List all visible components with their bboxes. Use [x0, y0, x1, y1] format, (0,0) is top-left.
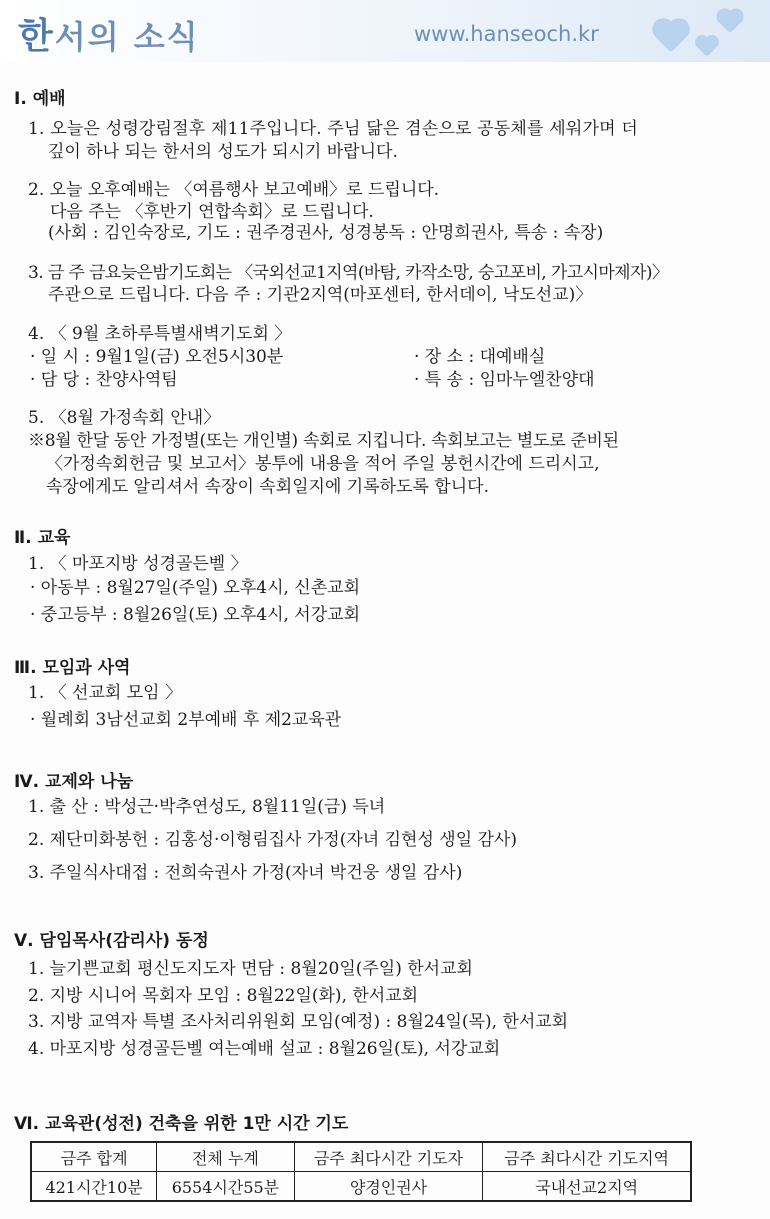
worship-item-3-line-1: 3. 금 주 금요늦은밤기도회는 〈국외선교1지역(바탐, 카작소망, 숭고포비, 가고시마제자)〉	[28, 263, 669, 283]
header-cumulative-total: 전체 누계	[157, 1142, 295, 1172]
worship-item-3-line-2: 주관으로 드립니다. 다음 주 : 기관2지역(마포센터, 한서데이, 낙도선교)〉	[48, 285, 593, 305]
value-cumulative-total: 6554시간55분	[157, 1172, 295, 1202]
dawn-prayer-leader: · 담 당 : 찬양사역팀	[30, 370, 178, 390]
dawn-prayer-date: · 일 시 : 9월1일(금) 오전5시30분	[30, 347, 284, 367]
title-rest: 서의 소식	[54, 18, 200, 56]
section-prayer-title: Ⅵ. 교육관(성전) 건축을 위한 1만 시간 기도	[14, 1114, 349, 1134]
education-kids: · 아동부 : 8월27일(주일) 오후4시, 신촌교회	[30, 578, 360, 598]
table-row	[31, 1172, 691, 1202]
worship-item-1-line-2: 깊이 하나 되는 한서의 성도가 되시기 바랍니다.	[48, 142, 398, 162]
prayer-hours-table	[30, 1141, 692, 1202]
section-worship-title: Ⅰ. 예배	[14, 89, 66, 109]
worship-item-2-line-3: (사회 : 김인숙장로, 기도 : 권주경권사, 성경봉독 : 안명희권사, 특송 : 속장)	[48, 223, 604, 243]
section-meetings-title: Ⅲ. 모임과 사역	[14, 658, 131, 678]
dawn-prayer-song: · 특 송 : 임마누엘찬양대	[414, 370, 595, 390]
education-youth: · 중고등부 : 8월26일(토) 오후4시, 서강교회	[30, 605, 360, 625]
newsletter-title	[18, 8, 200, 59]
value-week-total: 421시간10분	[31, 1172, 157, 1202]
worship-item-5-line-3: 〈가정속회헌금 및 보고서〉봉투에 내용을 적어 주일 봉헌시간에 드리시고,	[46, 454, 600, 474]
pastor-item-4: 4. 마포지방 성경골든벨 여는예배 설교 : 8월26일(토), 서강교회	[28, 1039, 501, 1059]
worship-item-2-line-1: 2. 오늘 오후예배는 〈여름행사 보고예배〉로 드립니다.	[28, 180, 440, 200]
website-url[interactable]: www.hanseoch.kr	[414, 22, 599, 46]
worship-item-2-line-2: 다음 주는 〈후반기 연합속회〉로 드립니다.	[50, 202, 374, 222]
worship-item-5-line-2: ※8월 한달 동안 가정별(또는 개인별) 속회로 지킵니다. 속회보고는 별도로 준비된	[28, 431, 619, 451]
fellowship-item-2: 2. 제단미화봉헌 : 김홍성·이형림집사 가정(자녀 김현성 생일 감사)	[28, 830, 517, 850]
pastor-item-3: 3. 지방 교역자 특별 조사처리위원회 모임(예정) : 8월24일(목), 한서교회	[28, 1012, 569, 1032]
section-education-title: Ⅱ. 교육	[14, 528, 71, 548]
heart-icon	[719, 11, 742, 34]
header-week-total: 금주 합계	[31, 1142, 157, 1172]
table-header-row	[31, 1142, 691, 1172]
dawn-prayer-place: · 장 소 : 대예배실	[414, 347, 546, 367]
worship-item-4-title: 4. 〈 9월 초하루특별새벽기도회 〉	[28, 324, 292, 344]
fellowship-item-1: 1. 출 산 : 박성근·박추연성도, 8월11일(금) 득녀	[28, 797, 386, 817]
value-top-prayer: 양경인권사	[294, 1172, 483, 1202]
pastor-item-1: 1. 늘기쁜교회 평신도지도자 면담 : 8월20일(주일) 한서교회	[28, 959, 473, 979]
newsletter-header	[0, 0, 770, 62]
heart-icon	[697, 37, 717, 57]
section-pastor-title: Ⅴ. 담임목사(감리사) 동정	[14, 931, 209, 951]
value-top-region: 국내선교2지역	[483, 1172, 691, 1202]
heart-icon	[655, 21, 686, 52]
section-fellowship-title: Ⅳ. 교제와 나눔	[14, 772, 134, 792]
meetings-item-1-title: 1. 〈 선교회 모임 〉	[28, 683, 182, 703]
worship-item-1-line-1: 1. 오늘은 성령강림절후 제11주입니다. 주님 닮은 겸손으로 공동체를 세워가며 더	[28, 119, 638, 139]
header-top-region: 금주 최다시간 기도지역	[483, 1142, 691, 1172]
pastor-item-2: 2. 지방 시니어 목회자 모임 : 8월22일(화), 한서교회	[28, 986, 419, 1006]
meetings-item-1-detail: · 월례회 3남선교회 2부예배 후 제2교육관	[30, 710, 342, 730]
fellowship-item-3: 3. 주일식사대접 : 전희숙권사 가정(자녀 박건웅 생일 감사)	[28, 863, 463, 883]
header-top-prayer: 금주 최다시간 기도자	[294, 1142, 483, 1172]
education-item-1-title: 1. 〈 마포지방 성경골든벨 〉	[28, 554, 248, 574]
worship-item-5-title: 5. 〈8월 가정속회 안내〉	[28, 408, 221, 428]
worship-item-5-line-4: 속장에게도 알리셔서 속장이 속회일지에 기록하도록 합니다.	[46, 477, 489, 497]
title-first-char: 한	[18, 16, 55, 57]
